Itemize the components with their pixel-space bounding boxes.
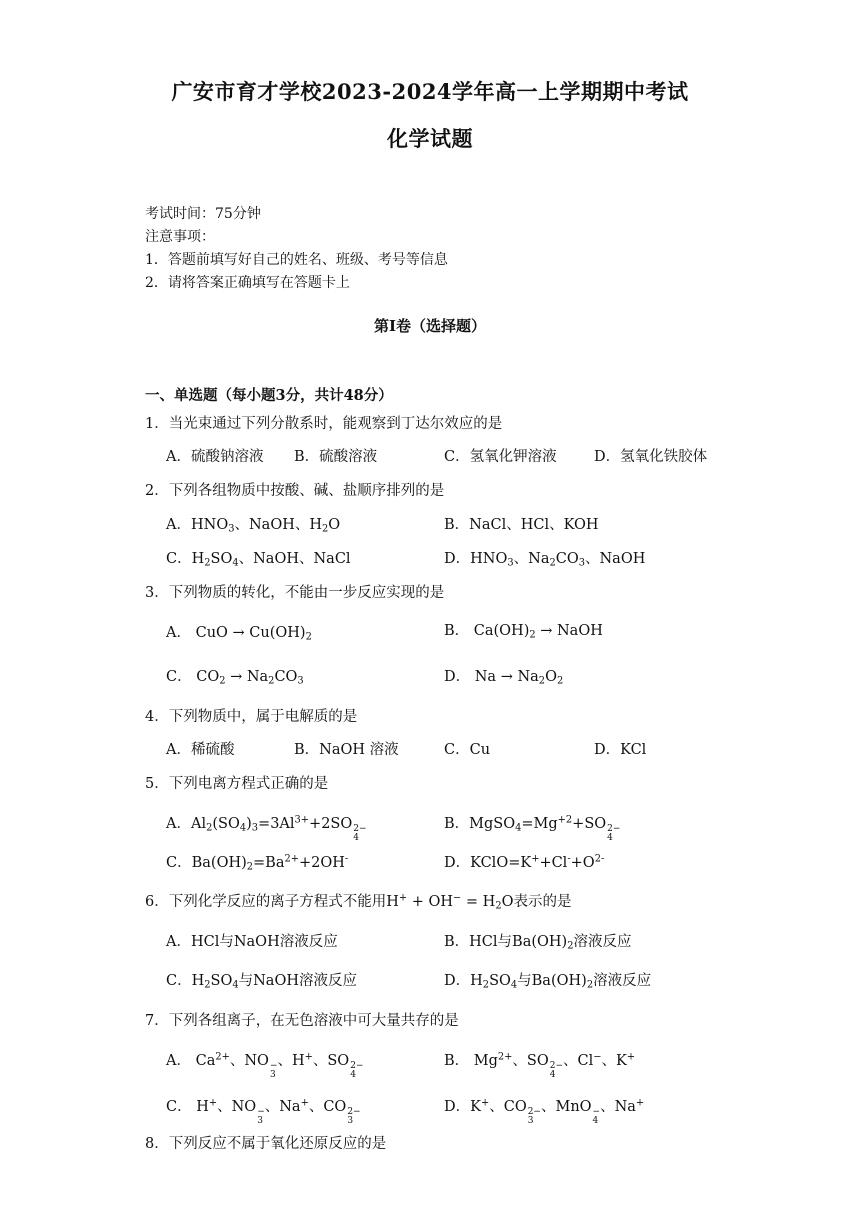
q3-option-c: C． $CO_2 \to Na_2CO_3$ — [166, 669, 304, 687]
notice-item-2: 2．请将答案正确填写在答题卡上 — [145, 275, 350, 291]
q3-option-d: D． $Na \to Na_2O_2$ — [444, 669, 564, 687]
q1-option-c: C．氢氧化钾溶液 — [444, 449, 557, 465]
exam-time: 考试时间：75分钟 — [145, 206, 261, 222]
q4-option-c: C．Cu — [444, 742, 491, 758]
q2-option-d: D．$HNO_3$、$Na_2CO_3$、NaOH — [444, 551, 646, 569]
q4-option-a: A．稀硫酸 — [166, 742, 235, 758]
question-5-stem: 5．下列电离方程式正确的是 — [145, 776, 329, 792]
question-4-stem: 4．下列物质中，属于电解质的是 — [145, 709, 358, 725]
question-3-stem: 3．下列物质的转化，不能由一步反应实现的是 — [145, 585, 445, 601]
notice-heading: 注意事项： — [145, 229, 215, 245]
q7-option-d: D．K+、CO 2− 3 、MnO − 4 、Na+ — [444, 1097, 645, 1126]
q4-option-b: B．NaOH 溶液 — [294, 742, 399, 758]
q7-option-b: B． $Mg^{2+}$、SO 2− 4 、Cl−、K+ — [444, 1051, 636, 1080]
q6-option-b: B．HCl与$Ba(OH)_2$溶液反应 — [444, 934, 632, 952]
q1-option-d: D．氢氧化铁胶体 — [594, 449, 708, 465]
q2-option-b: B．NaCl、HCl、KOH — [444, 517, 599, 533]
section-heading: 一、单选题（每小题3分，共计48分） — [145, 387, 393, 404]
question-8-stem: 8．下列反应不属于氧化还原反应的是 — [145, 1136, 387, 1152]
q5-option-a: A．$Al_2(SO_4)_3=3Al^{3+}+2SO$ 2− 4 — [166, 814, 367, 843]
question-7-stem: 7．下列各组离子，在无色溶液中可大量共存的是 — [145, 1013, 459, 1029]
q5-option-d: D．$KClO=K^++Cl^-+O^{2-}$ — [444, 853, 605, 871]
question-2-stem: 2．下列各组物质中按酸、碱、盐顺序排列的是 — [145, 483, 445, 499]
q5-option-c: C．$Ba(OH)_2=Ba^{2+}+2OH^-$ — [166, 853, 349, 873]
notice-item-1: 1．答题前填写好自己的姓名、班级、考号等信息 — [145, 252, 448, 268]
q5-option-b: B．$MgSO_4=Mg^{+2}+SO$ 2− 4 — [444, 814, 621, 843]
question-6-stem: 6．下列化学反应的离子方程式不能用$H^+ + OH^- = H_2O$表示的是 — [145, 892, 572, 912]
q4-option-d: D．KCl — [594, 742, 647, 758]
q7-option-a: A． $Ca^{2+}$、NO − 3 、H+、SO 2− 4 — [166, 1051, 364, 1080]
q6-option-d: D．$H_2SO_4$与$Ba(OH)_2$溶液反应 — [444, 973, 652, 991]
q3-option-a: A． CuO → $Cu(OH)_2$ — [166, 625, 312, 643]
exam-subtitle: 化学试题 — [387, 126, 473, 151]
volume-heading: 第I卷（选择题） — [373, 317, 487, 335]
q2-option-a: A．$HNO_3$、NaOH、$H_2O$ — [166, 517, 341, 535]
q6-option-c: C．$H_2SO_4$与NaOH溶液反应 — [166, 973, 357, 991]
q2-option-c: C．$H_2SO_4$、NaOH、NaCl — [166, 551, 351, 569]
exam-title: 广安市育才学校2023-2024学年高一上学期期中考试 — [171, 79, 689, 104]
q1-option-a: A．硫酸钠溶液 — [166, 449, 264, 465]
q3-option-b: B． $Ca(OH)_2$ → NaOH — [444, 623, 603, 641]
q7-option-c: C． H+、NO − 3 、Na+、CO 2− 3 — [166, 1097, 361, 1126]
q6-option-a: A．HCl与NaOH溶液反应 — [166, 934, 338, 950]
q1-option-b: B．硫酸溶液 — [294, 449, 378, 465]
question-1-stem: 1．当光束通过下列分散系时，能观察到丁达尔效应的是 — [145, 416, 503, 432]
